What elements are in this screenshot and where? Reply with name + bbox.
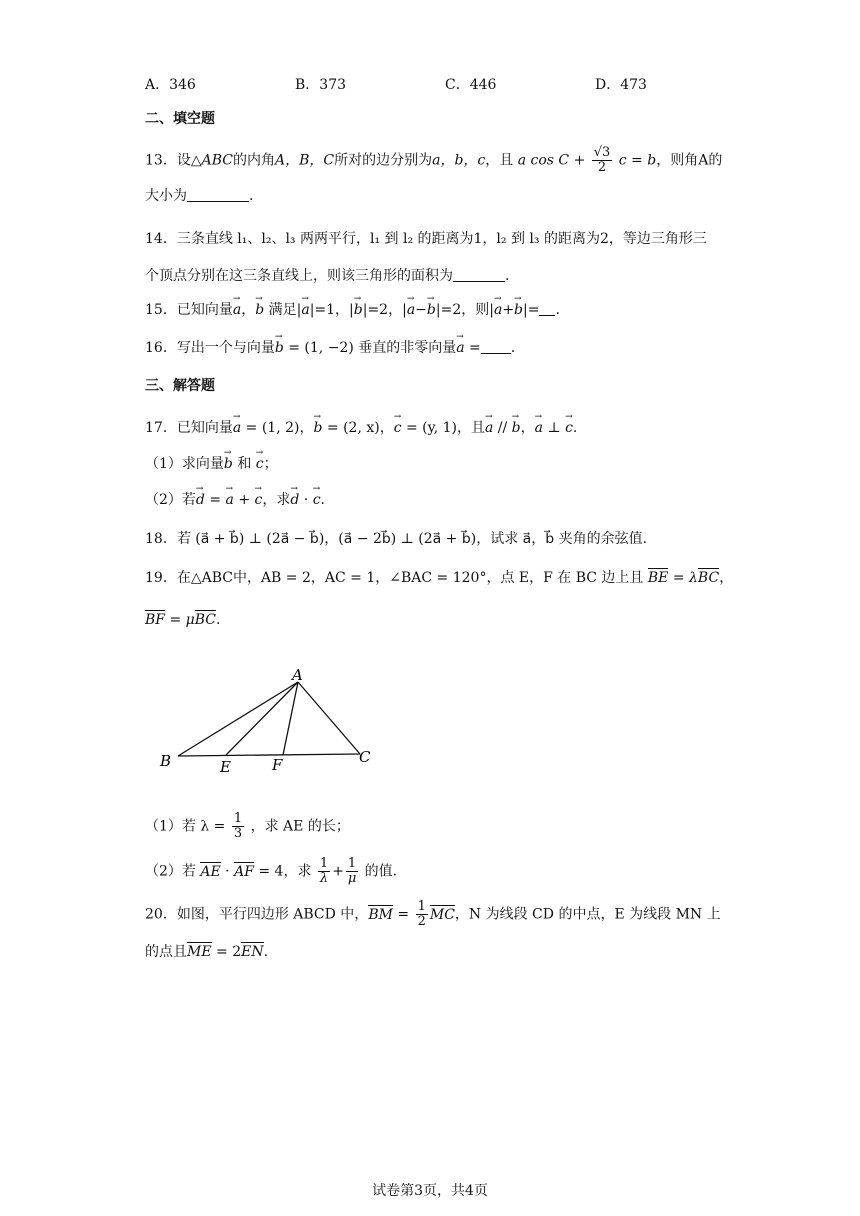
- section-solve-title: 三、解答题: [145, 378, 215, 394]
- q15-f: |=2，则|: [435, 302, 494, 318]
- vector-d: → d: [196, 490, 205, 510]
- q15-b: 满足|: [264, 302, 302, 318]
- q19-frac-den: 3: [233, 826, 243, 841]
- q17-f: ，: [520, 420, 535, 436]
- vector-a: → a: [233, 300, 241, 320]
- q19-s2plus: +: [332, 863, 344, 880]
- q20-vec-me: ME: [187, 944, 212, 960]
- q15-h: |=: [523, 302, 540, 318]
- q19-s2dot: ·: [220, 863, 235, 880]
- vector-c: → c: [256, 454, 264, 474]
- q19-s2a: （2）若: [145, 863, 196, 880]
- vector-a: → a: [494, 300, 502, 320]
- q20-frac-num: 1: [417, 899, 426, 914]
- q13-answer-blank[interactable]: [187, 187, 249, 202]
- q17-c: = (2, x)，: [322, 420, 394, 436]
- q19-frac-mu-num: 1: [347, 856, 357, 871]
- segment-ab: [178, 682, 298, 756]
- q13-fraction: [592, 146, 613, 175]
- question-20-line2: [145, 942, 268, 962]
- option-a: A．346: [145, 77, 196, 93]
- q17-s2a: （2）若: [145, 492, 196, 508]
- vector-b: → b: [514, 300, 523, 320]
- q13-t1: 的内角: [232, 152, 275, 169]
- q20-e: = 2: [211, 944, 242, 960]
- vector-a: → a: [233, 418, 241, 438]
- q19-vec-bc-2: BC: [194, 612, 217, 628]
- q20-frac-den: 2: [417, 914, 426, 929]
- q20-vec-mc: MC: [429, 906, 455, 923]
- vector-a: → a: [226, 490, 234, 510]
- q15-sep: ，: [241, 302, 256, 318]
- segment-ac: [298, 682, 360, 754]
- q19-s1b: ，求 AE 的长；: [250, 818, 350, 835]
- vector-d: → d: [290, 490, 299, 510]
- q20-fraction: [416, 900, 428, 929]
- question-17-part2: [145, 490, 325, 510]
- question-19-part2: [145, 857, 397, 886]
- q19-frac-mu-den: μ: [347, 871, 357, 886]
- vector-b: → b: [427, 300, 436, 320]
- question-17-part1: [145, 454, 278, 474]
- question-18: 18．若 (a⃗ + b⃗) ⊥ (2a⃗ − b⃗)，(a⃗ − 2b⃗) ⊥ (2a⃗ + b⃗)，试求 a⃗，b⃗ 夹角的余弦值.: [145, 531, 648, 547]
- q19-eq2: = μ: [165, 612, 195, 628]
- q19-eq1: = λ: [668, 570, 698, 586]
- q15-g: +: [502, 302, 515, 318]
- question-15: [145, 300, 560, 320]
- vector-c: → c: [394, 418, 402, 438]
- q19-s1a: （1）若 λ =: [145, 818, 226, 835]
- triangle-figure: [150, 660, 390, 780]
- q19-frac-mu: [346, 857, 358, 886]
- q13-frac-den: 2: [597, 160, 607, 175]
- q13-tri: △ABC: [190, 152, 233, 169]
- q14-line2: 个顶点分别在这三条直线上，则该三角形的面积为: [145, 268, 453, 284]
- q17-g: ⊥: [543, 420, 566, 436]
- segment-ae: [226, 682, 298, 755]
- vector-a: → a: [535, 418, 543, 438]
- question-19-part1: [145, 812, 350, 841]
- q17-d: = (y, 1)，且: [401, 420, 485, 436]
- question-20-line1: [145, 900, 721, 929]
- q16-c: =: [464, 340, 481, 356]
- q20-a: 20．如图，平行四边形 ABCD 中，: [145, 906, 369, 923]
- q16-b: = (1, −2) 垂直的非零向量: [283, 340, 457, 356]
- q15-d: |=2，|: [362, 302, 407, 318]
- q15-answer-blank[interactable]: [539, 301, 555, 316]
- q20-vec-en: EN: [241, 944, 264, 960]
- q15-a: 15．已知向量: [145, 302, 233, 318]
- q17-h: .: [572, 420, 578, 436]
- q15-c: |=1，|: [309, 302, 354, 318]
- q17-s1a: （1）求向量: [145, 456, 224, 472]
- option-b: B．373: [295, 77, 347, 93]
- q13-t6: ，则角A的: [656, 152, 723, 169]
- segment-af: [283, 682, 298, 755]
- q19-period: .: [216, 612, 221, 628]
- q20-d: 的点且: [145, 944, 187, 960]
- vector-b: → b: [354, 300, 363, 320]
- q17-s1b: 和: [232, 456, 256, 472]
- vector-b: → b: [275, 338, 284, 358]
- question-13-line2: [145, 186, 253, 206]
- q14-end: .: [505, 268, 510, 284]
- vector-a: → a: [485, 418, 493, 438]
- q19-frac-num: 1: [233, 811, 243, 826]
- q17-b: = (1, 2)，: [241, 420, 314, 436]
- q14-answer-blank[interactable]: [453, 267, 505, 282]
- question-14-line2: [145, 266, 509, 286]
- vector-a: → a: [456, 338, 464, 358]
- label-a: A: [292, 666, 303, 684]
- vector-b: → b: [255, 300, 264, 320]
- q20-c: ，N 为线段 CD 的中点，E 为线段 MN 上: [454, 906, 721, 923]
- q15-end: .: [555, 302, 560, 318]
- q16-answer-blank[interactable]: [481, 339, 511, 354]
- q17-s2f: .: [320, 492, 325, 508]
- vector-b: → b: [313, 418, 322, 438]
- option-d: D．473: [595, 77, 647, 93]
- q19-vec-ae: AE: [200, 863, 221, 880]
- q17-s2c: +: [233, 492, 255, 508]
- vector-a: → a: [407, 300, 415, 320]
- section-fill-in-title: 二、填空题: [145, 111, 215, 127]
- q19-fraction: [232, 812, 244, 841]
- q20-f: .: [263, 944, 269, 960]
- q16-a: 16．写出一个与向量: [145, 340, 275, 356]
- vector-b: → b: [224, 454, 233, 474]
- q19-s2c: 的值.: [364, 863, 398, 880]
- question-19-line2: [145, 610, 220, 630]
- question-19-line1: [145, 568, 733, 588]
- q17-s2d: ，求: [262, 492, 291, 508]
- q16-end: .: [510, 340, 516, 356]
- q19-frac-lambda: [318, 857, 330, 886]
- q17-s2b: =: [204, 492, 226, 508]
- q13-num: 13．设: [145, 152, 191, 169]
- q13-expr-a: a cos C +: [517, 152, 586, 169]
- q17-s2e: ·: [299, 492, 313, 508]
- vector-c: → c: [565, 418, 573, 438]
- q15-e: −: [415, 302, 427, 318]
- question-16: [145, 338, 515, 358]
- question-17: [145, 418, 577, 438]
- vector-b: → b: [512, 418, 521, 438]
- q20-b: =: [392, 906, 410, 923]
- option-c: C．446: [445, 77, 497, 93]
- q19-comma: ，: [719, 570, 734, 586]
- q20-vec-bm: BM: [368, 906, 393, 923]
- q13-line2: 大小为: [145, 188, 187, 204]
- q19-s2b: = 4，求: [253, 863, 312, 880]
- vector-c: → c: [255, 490, 263, 510]
- q19-vec-bc: BC: [697, 570, 720, 586]
- q19-vec-af: AF: [234, 863, 254, 880]
- q19-line1: 19．在△ABC中，AB = 2，AC = 1，∠BAC = 120°，点 E，F 在 BC 边上且: [145, 570, 644, 586]
- q19-vec-bf: BF: [145, 612, 166, 628]
- page-footer: 试卷第3页，共4页: [372, 1183, 488, 1199]
- q19-vec-be: BE: [647, 570, 669, 586]
- question-13-line1: [145, 146, 722, 175]
- label-e: E: [220, 758, 231, 776]
- q19-frac-lambda-den: λ: [319, 871, 329, 886]
- q13-t2: A，B，C: [274, 152, 335, 169]
- segment-bc: [178, 754, 360, 756]
- vector-c: → c: [313, 490, 321, 510]
- q17-a: 17．已知向量: [145, 420, 233, 436]
- label-f: F: [272, 756, 283, 774]
- q17-s1c: ；: [263, 456, 278, 472]
- label-b: B: [160, 752, 172, 770]
- q13-t4: a，b，c: [432, 152, 486, 169]
- q13-frac-num: √3: [593, 145, 611, 160]
- q13-end: .: [249, 188, 254, 204]
- q17-e: //: [493, 420, 512, 436]
- q13-t3: 所对的边分别为: [334, 152, 433, 169]
- q13-t5: ，且: [485, 152, 514, 169]
- q13-expr-b: c = b: [618, 152, 657, 169]
- q19-frac-lambda-num: 1: [319, 856, 329, 871]
- label-c: C: [359, 748, 371, 766]
- question-14-line1: 14．三条直线 l₁、l₂、l₃ 两两平行，l₁ 到 l₂ 的距离为1，l₂ 到 l₃ 的距离为2，等边三角形三: [145, 231, 707, 247]
- vector-a: → a: [301, 300, 309, 320]
